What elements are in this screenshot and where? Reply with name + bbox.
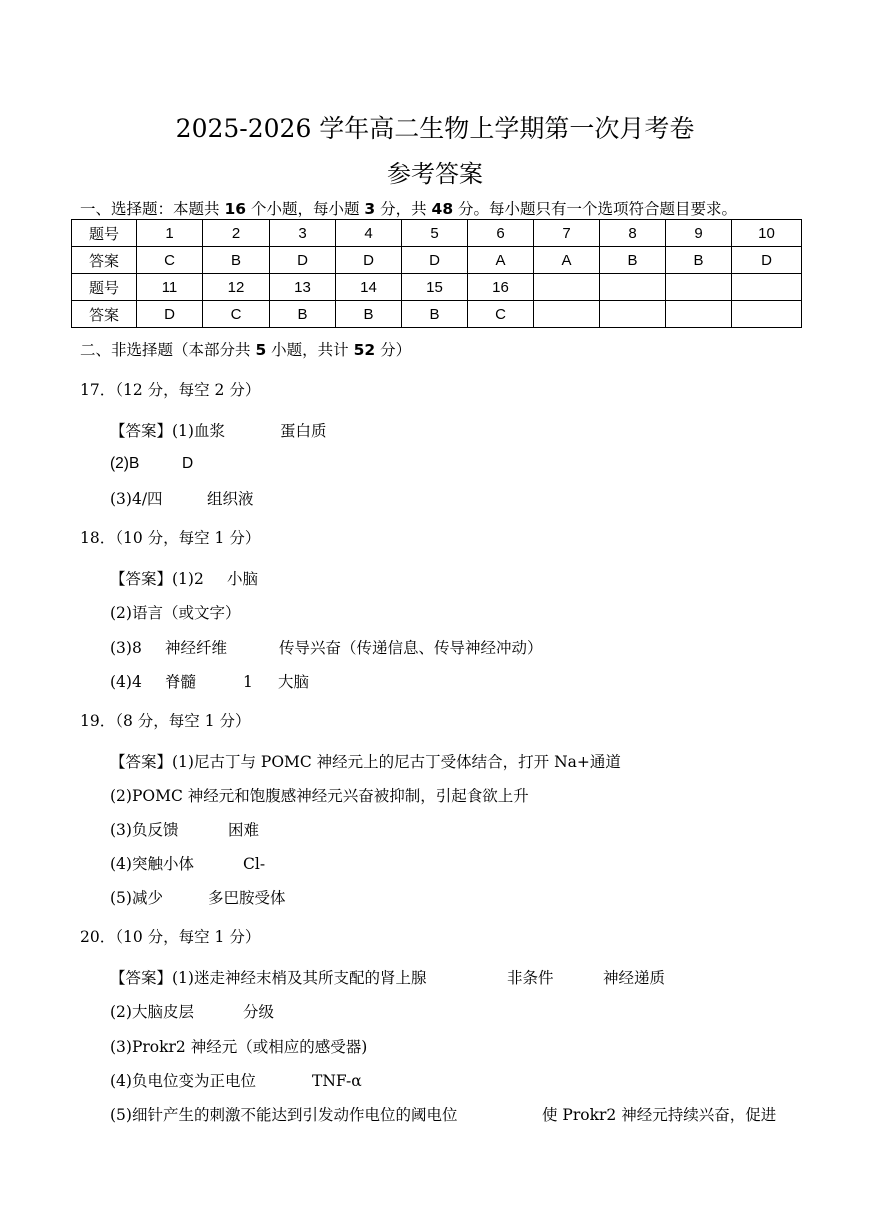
answer-table (71, 219, 802, 328)
table-cell: 7 (534, 220, 600, 247)
q17-answer-line-3 (110, 488, 254, 510)
table-cell: 15 (402, 274, 468, 301)
table-cell: 6 (468, 220, 534, 247)
q20-answer-line-5 (110, 1104, 776, 1126)
table-cell: 16 (468, 274, 534, 301)
table-cell: 10 (732, 220, 802, 247)
table-header-cell: 答案 (72, 301, 137, 328)
table-header-cell: 题号 (72, 274, 137, 301)
table-cell: 4 (336, 220, 402, 247)
q20-heading: 20．（10 分，每空 1 分） (80, 928, 261, 946)
q19-answer-line-5 (110, 887, 286, 909)
section1-mid2: 分，共 (375, 200, 432, 218)
section1-total: 48 (431, 200, 454, 218)
table-cell: 12 (203, 274, 270, 301)
section2-count: 5 (255, 341, 267, 359)
table-cell: C (137, 247, 203, 274)
q20-answer-line-3: (3)Prokr2 神经元（或相应的感受器) (110, 1038, 368, 1056)
table-cell: B (336, 301, 402, 328)
table-cell: 3 (270, 220, 336, 247)
section2-mid: 小题，共计 (266, 341, 354, 359)
table-cell: 2 (203, 220, 270, 247)
answer-blank: (4)负电位变为正电位 (110, 1072, 256, 1090)
answer-blank: (5)细针产生的刺激不能达到引发动作电位的阈电位 (110, 1106, 458, 1124)
page-title: 2025-2026 学年高二生物上学期第一次月考卷 (175, 114, 695, 143)
answer-blank: 蛋白质 (280, 422, 327, 440)
table-cell: D (732, 247, 802, 274)
section1-prefix: 一、选择题：本题共 (80, 200, 225, 218)
q20-answer-line-1 (110, 967, 665, 989)
q18-answer-line-1 (110, 568, 258, 590)
answer-blank: 神经纤维 (165, 639, 228, 657)
answer-blank: 【答案】(1)迷走神经末梢及其所支配的肾上腺 (110, 969, 427, 987)
section1-mid1: 个小题，每小题 (246, 200, 365, 218)
table-row (72, 274, 802, 301)
q18-answer-line-2: (2)语言（或文字） (110, 604, 241, 622)
table-cell (732, 274, 802, 301)
answer-blank: D (182, 455, 194, 472)
answer-blank: (3)负反馈 (110, 821, 179, 839)
table-cell: D (402, 247, 468, 274)
q17-answer-line-2 (110, 453, 193, 475)
table-cell: C (468, 301, 534, 328)
answer-blank: 使 Prokr2 神经元持续兴奋，促进 (542, 1106, 777, 1124)
section2-heading (80, 339, 411, 361)
q19-answer-line-4 (110, 853, 265, 875)
table-cell: 8 (600, 220, 666, 247)
answer-blank: 非条件 (507, 969, 554, 987)
q19-heading: 19．（8 分，每空 1 分） (80, 712, 251, 730)
q17-heading: 17．（12 分，每空 2 分） (80, 381, 261, 399)
q19-answer-line-1: 【答案】(1)尼古丁与 POMC 神经元上的尼古丁受体结合，打开 Na+通道 (110, 753, 621, 771)
section1-heading (80, 198, 737, 220)
table-cell: 14 (336, 274, 402, 301)
answer-blank: 1 (243, 673, 253, 691)
q20-answer-line-2 (110, 1001, 274, 1023)
answer-blank: (2)大脑皮层 (110, 1003, 194, 1021)
table-cell: D (270, 247, 336, 274)
answer-blank: 组织液 (207, 490, 254, 508)
answer-blank: 大脑 (278, 673, 310, 691)
section2-prefix: 二、非选择题（本部分共 (80, 341, 256, 359)
answer-blank: (5)减少 (110, 889, 163, 907)
section1-suffix: 分。每小题只有一个选项符合题目要求。 (453, 200, 738, 218)
table-cell: A (468, 247, 534, 274)
answer-blank: 传导兴奋（传递信息、传导神经冲动） (279, 639, 543, 657)
answer-blank: (4)4 (110, 673, 142, 691)
answer-blank: Cl- (243, 855, 266, 873)
table-cell: 9 (666, 220, 732, 247)
table-row (72, 301, 802, 328)
q18-answer-line-3 (110, 637, 543, 659)
table-cell (666, 274, 732, 301)
table-cell (600, 274, 666, 301)
table-cell: B (600, 247, 666, 274)
answer-blank: 脊髓 (165, 673, 197, 691)
table-cell: A (534, 247, 600, 274)
table-cell: 1 (137, 220, 203, 247)
section1-count: 16 (224, 200, 247, 218)
answer-blank: 分级 (243, 1003, 275, 1021)
table-cell (600, 301, 666, 328)
q19-answer-line-2: (2)POMC 神经元和饱腹感神经元兴奋被抑制，引起食欲上升 (110, 787, 529, 805)
table-cell: D (137, 301, 203, 328)
table-cell: B (203, 247, 270, 274)
q20-answer-line-4 (110, 1070, 362, 1092)
answer-blank: 多巴胺受体 (208, 889, 286, 907)
table-cell: 5 (402, 220, 468, 247)
table-cell: B (402, 301, 468, 328)
table-cell (534, 274, 600, 301)
answer-blank: 【答案】(1)血浆 (110, 422, 225, 440)
answer-blank: TNF-α (312, 1072, 362, 1090)
q18-answer-line-4 (110, 671, 309, 693)
answer-blank: (3)4/四 (110, 490, 163, 508)
q17-answer-line-1 (110, 420, 327, 442)
q18-heading: 18．（10 分，每空 1 分） (80, 529, 261, 547)
table-cell: C (203, 301, 270, 328)
section2-total: 52 (353, 341, 376, 359)
page-subtitle: 参考答案 (387, 160, 483, 188)
answer-blank: 神经递质 (603, 969, 666, 987)
table-header-cell: 题号 (72, 220, 137, 247)
table-cell: 11 (137, 274, 203, 301)
table-row (72, 220, 802, 247)
answer-blank: 小脑 (227, 570, 259, 588)
answer-blank: (2)B (110, 455, 140, 472)
table-cell: B (666, 247, 732, 274)
table-cell (666, 301, 732, 328)
answer-blank: (4)突触小体 (110, 855, 194, 873)
answer-blank: (3)8 (110, 639, 142, 657)
section2-suffix: 分） (375, 341, 412, 359)
table-row (72, 247, 802, 274)
table-cell (732, 301, 802, 328)
table-cell (534, 301, 600, 328)
table-cell: D (336, 247, 402, 274)
answer-blank: 【答案】(1)2 (110, 570, 204, 588)
q19-answer-line-3 (110, 819, 259, 841)
table-cell: 13 (270, 274, 336, 301)
table-cell: B (270, 301, 336, 328)
answer-blank: 困难 (228, 821, 260, 839)
section1-per: 3 (364, 200, 376, 218)
table-header-cell: 答案 (72, 247, 137, 274)
